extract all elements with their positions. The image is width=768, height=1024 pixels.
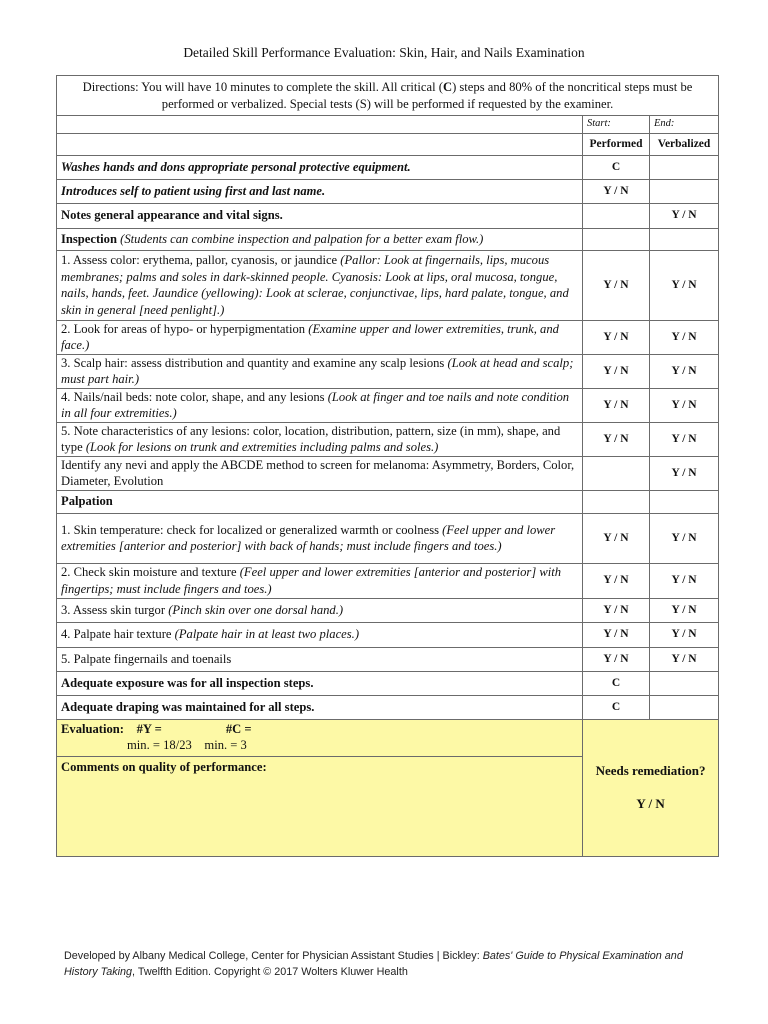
performed-header: Performed [583, 133, 650, 155]
table-row [57, 320, 719, 354]
table-row [57, 671, 719, 695]
table-row [57, 155, 719, 179]
section-header-palpation [57, 490, 719, 513]
book-title: Bates' Guide to Physical Examination and History Taking [64, 950, 683, 978]
c-count-label: #C = [225, 721, 252, 736]
footer-credit: Developed by Albany Medical College, Center for Physician Assistant Studies | Bickley: Bates' Guide to Physical Examination and History Taking, Twelfth Edition. Copyright © 2017 Wolters Kluwer Health [64, 950, 683, 978]
verbalized-cell[interactable]: Y / N [650, 513, 719, 563]
verbalized-cell[interactable] [650, 671, 719, 695]
performed-cell[interactable]: Y / N [583, 388, 650, 422]
remediation-value[interactable]: Y / N [636, 795, 665, 811]
table-row [57, 203, 719, 228]
performed-cell[interactable]: C [583, 155, 650, 179]
table-row [57, 622, 719, 647]
step-palpation-1: 1. Skin temperature: check for localized or generalized warmth or coolness (Feel upper and lower extremities [anterior and posterior] with back of hands; must include fingers and toes.) [57, 513, 583, 563]
performed-cell[interactable]: Y / N [583, 354, 650, 388]
performed-cell[interactable]: Y / N [583, 563, 650, 598]
table-row [57, 456, 719, 490]
directions-row [57, 76, 719, 116]
table-row [57, 354, 719, 388]
comments-label: Comments on quality of performance: [61, 759, 267, 774]
verbalized-cell[interactable]: Y / N [650, 622, 719, 647]
performed-cell[interactable]: C [583, 671, 650, 695]
evaluation-minimums: min. = 18/23 min. = 3 [127, 738, 247, 752]
verbalized-cell[interactable] [650, 155, 719, 179]
table-row [57, 563, 719, 598]
section-header-inspection [57, 228, 719, 250]
step-introduction: Introduces self to patient using first and last name. [57, 179, 583, 203]
step-wash-hands: Washes hands and dons appropriate personal protective equipment. [57, 155, 583, 179]
start-time-label: Start: [583, 116, 650, 134]
table-row [57, 647, 719, 671]
table-row [57, 695, 719, 719]
step-inspection-2: 2. Look for areas of hypo- or hyperpigmentation (Examine upper and lower extremities, trunk, and face.) [57, 320, 583, 354]
step-general-appearance: Notes general appearance and vital signs. [57, 203, 583, 228]
step-palpation-3: 3. Assess skin turgor (Pinch skin over one dorsal hand.) [57, 598, 583, 622]
evaluation-cell[interactable] [57, 719, 583, 756]
performed-cell[interactable]: C [583, 695, 650, 719]
table-row [57, 250, 719, 320]
end-time-label: End: [650, 116, 719, 134]
verbalized-cell[interactable]: Y / N [650, 354, 719, 388]
performed-cell[interactable]: Y / N [583, 647, 650, 671]
step-inspection-4: 4. Nails/nail beds: note color, shape, and any lesions (Look at finger and toe nails and note condition in all four extremities.) [57, 388, 583, 422]
verbalized-cell[interactable]: Y / N [650, 203, 719, 228]
performed-cell[interactable] [583, 203, 650, 228]
verbalized-cell[interactable]: Y / N [650, 250, 719, 320]
timing-row [57, 116, 719, 134]
remediation-cell[interactable] [583, 719, 719, 856]
comments-cell[interactable] [57, 756, 583, 856]
performed-cell[interactable]: Y / N [583, 320, 650, 354]
table-row [57, 513, 719, 563]
verbalized-cell[interactable]: Y / N [650, 422, 719, 456]
verbalized-cell[interactable]: Y / N [650, 320, 719, 354]
step-palpation-2: 2. Check skin moisture and texture (Feel upper and lower extremities [anterior and posterior] with fingertips; must include fingers and toes.) [57, 563, 583, 598]
performed-cell[interactable]: Y / N [583, 422, 650, 456]
performed-cell[interactable]: Y / N [583, 179, 650, 203]
table-row [57, 422, 719, 456]
verbalized-cell[interactable]: Y / N [650, 456, 719, 490]
performed-cell[interactable] [583, 456, 650, 490]
step-inspection-5: 5. Note characteristics of any lesions: color, location, distribution, pattern, size (in mm), shape, and type (Look for lesions on trunk and extremities including palms and soles.) [57, 422, 583, 456]
inspection-heading: Inspection (Students can combine inspection and palpation for a better exam flow.) [57, 228, 583, 250]
table-row [57, 598, 719, 622]
evaluation-table [56, 75, 719, 857]
verbalized-cell[interactable]: Y / N [650, 647, 719, 671]
verbalized-cell[interactable]: Y / N [650, 388, 719, 422]
verbalized-cell[interactable] [650, 695, 719, 719]
table-row [57, 179, 719, 203]
evaluation-counts: Evaluation: #Y = #C = [61, 721, 252, 736]
remediation-label: Needs remediation? [595, 763, 706, 778]
performed-cell[interactable]: Y / N [583, 513, 650, 563]
step-inspection-1: 1. Assess color: erythema, pallor, cyanosis, or jaundice (Pallor: Look at fingernails, lips, mucous membranes; palms and soles in dark-skinned people. Cyanosis: Look at lips, oral mucosa, tongue, nails, hands, feet. Jaundice (yellowing): Look at sclerae, conjunctivae, lips, hard palate, tongue, and skin in general [need penlight].) [57, 250, 583, 320]
step-inspection-3: 3. Scalp hair: assess distribution and quantity and examine any scalp lesions (Look at head and scalp; must part hair.) [57, 354, 583, 388]
performed-cell[interactable]: Y / N [583, 598, 650, 622]
step-palpation-4: 4. Palpate hair texture (Palpate hair in at least two places.) [57, 622, 583, 647]
verbalized-cell[interactable] [650, 179, 719, 203]
y-count-label: #Y = [136, 721, 162, 736]
step-palpation-5: 5. Palpate fingernails and toenails [57, 647, 583, 671]
step-adequate-draping: Adequate draping was maintained for all steps. [57, 695, 583, 719]
step-identify-nevi: Identify any nevi and apply the ABCDE method to screen for melanoma: Asymmetry, Borders, Color, Diameter, Evolution [57, 456, 583, 490]
table-row [57, 388, 719, 422]
verbalized-cell[interactable]: Y / N [650, 598, 719, 622]
performed-cell[interactable]: Y / N [583, 622, 650, 647]
directions-text: Directions: You will have 10 minutes to complete the skill. All critical (C) steps and 80% of the noncritical steps must be performed or verbalized. Special tests (S) will be performed if requested by the examiner. [57, 76, 719, 116]
column-header-row [57, 133, 719, 155]
step-adequate-exposure: Adequate exposure was for all inspection steps. [57, 671, 583, 695]
evaluation-row [57, 719, 719, 756]
palpation-heading: Palpation [57, 490, 583, 513]
verbalized-header: Verbalized [650, 133, 719, 155]
page-title: Detailed Skill Performance Evaluation: Skin, Hair, and Nails Examination [183, 45, 585, 60]
performed-cell[interactable]: Y / N [583, 250, 650, 320]
verbalized-cell[interactable]: Y / N [650, 563, 719, 598]
